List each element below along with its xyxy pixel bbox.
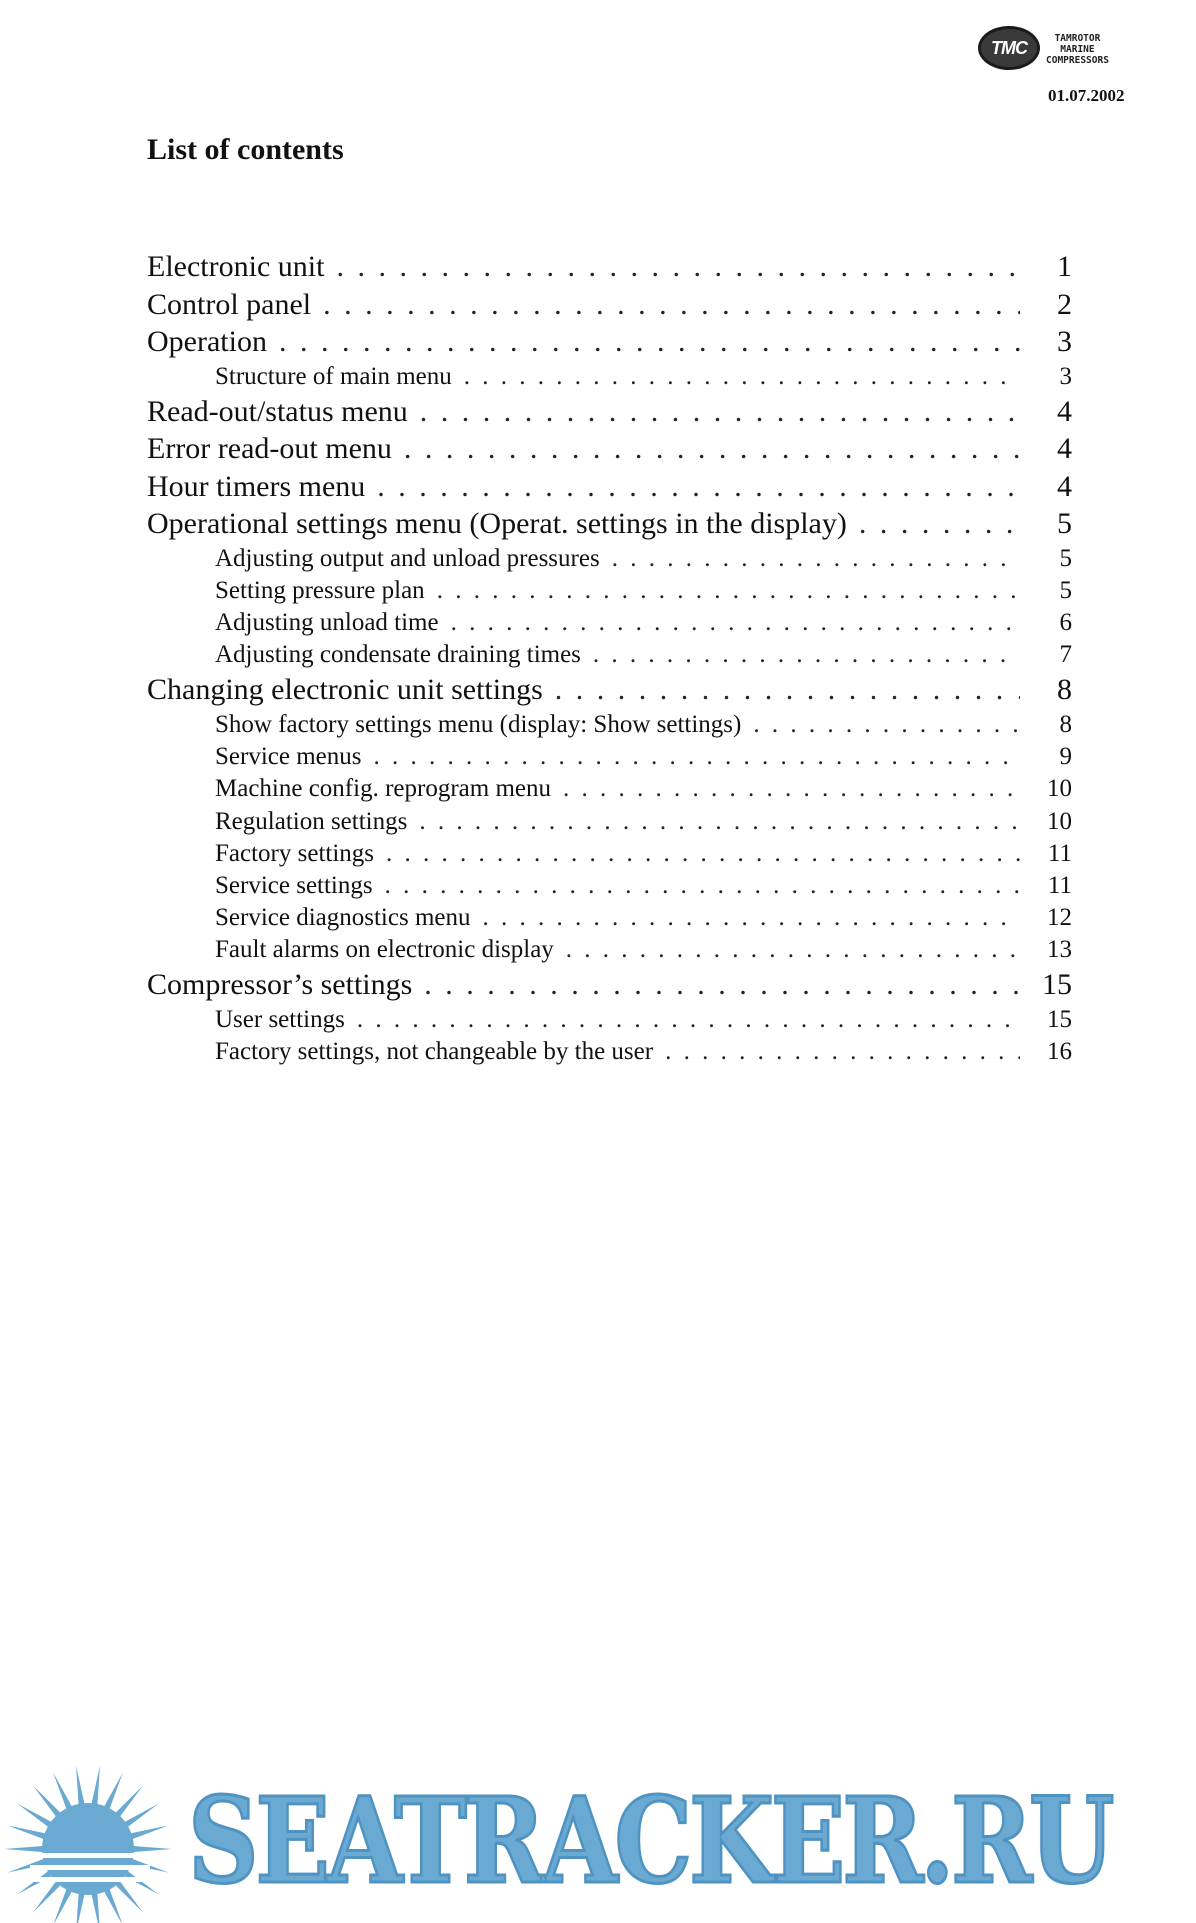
dot-leader xyxy=(593,639,1020,671)
toc-entry-title: Factory settings, not changeable by the user xyxy=(215,1038,654,1066)
watermark xyxy=(0,1765,1196,1923)
toc-entry[interactable] xyxy=(147,361,1072,393)
toc-entry[interactable] xyxy=(147,323,1072,361)
toc-entry[interactable] xyxy=(147,468,1072,506)
toc-entry[interactable] xyxy=(147,505,1072,543)
toc-entry-page: 13 xyxy=(1047,936,1072,964)
dot-leader xyxy=(404,430,1020,468)
dot-leader xyxy=(420,393,1020,431)
dot-leader xyxy=(373,741,1020,773)
toc-entry[interactable] xyxy=(147,639,1072,671)
dot-leader xyxy=(279,323,1020,361)
toc-entry[interactable] xyxy=(147,966,1072,1004)
document-date: 01.07.2002 xyxy=(1048,86,1125,105)
toc-entry-page: 11 xyxy=(1047,871,1072,899)
toc-entry[interactable] xyxy=(147,543,1072,575)
toc-entry[interactable] xyxy=(147,741,1072,773)
toc-entry[interactable] xyxy=(147,248,1072,286)
toc-entry[interactable] xyxy=(147,393,1072,431)
toc-entry-page: 8 xyxy=(1059,710,1072,738)
dot-leader xyxy=(357,1004,1020,1036)
logo-line: COMPRESSORS xyxy=(1046,55,1109,66)
toc-entry[interactable] xyxy=(147,671,1072,709)
dot-leader xyxy=(612,543,1020,575)
toc-entry-title: Service settings xyxy=(215,871,373,899)
logo-mark-text: TMC xyxy=(991,37,1027,58)
dot-leader xyxy=(566,934,1020,966)
toc-entry[interactable] xyxy=(147,838,1072,870)
logo-line: TAMROTOR xyxy=(1054,33,1101,44)
toc-entry-title: User settings xyxy=(215,1005,345,1033)
sun-icon xyxy=(0,1765,180,1923)
dot-leader xyxy=(336,248,1020,286)
page-title: List of contents xyxy=(147,133,344,166)
toc-entry-page: 12 xyxy=(1047,904,1072,932)
toc-entry-page: 1 xyxy=(1057,250,1072,283)
dot-leader xyxy=(323,286,1020,324)
toc-entry-page: 5 xyxy=(1059,576,1072,604)
toc-entry-title: Service diagnostics menu xyxy=(215,904,471,932)
toc-entry-page: 10 xyxy=(1047,775,1072,803)
tmc-logo-mark xyxy=(978,26,1040,70)
toc-entry[interactable] xyxy=(147,934,1072,966)
toc-entry-title: Read-out/status menu xyxy=(147,394,408,428)
toc-entry-page: 5 xyxy=(1059,544,1072,572)
toc-entry-title: Fault alarms on electronic display xyxy=(215,936,554,964)
toc-entry-page: 4 xyxy=(1057,432,1072,466)
dot-leader xyxy=(563,773,1020,805)
toc-entry-title: Adjusting condensate draining times xyxy=(215,641,581,669)
toc-entry[interactable] xyxy=(147,1036,1072,1068)
toc-entry-page: 16 xyxy=(1047,1038,1072,1066)
toc-entry-page: 15 xyxy=(1047,1005,1072,1033)
toc-entry-page: 15 xyxy=(1042,968,1072,1002)
dot-leader xyxy=(377,468,1020,506)
toc-entry[interactable] xyxy=(147,806,1072,838)
toc-entry-page: 11 xyxy=(1047,839,1072,867)
toc-entry[interactable] xyxy=(147,430,1072,468)
toc-entry-page: 4 xyxy=(1057,469,1072,503)
toc-entry-title: Setting pressure plan xyxy=(215,576,425,604)
toc-entry-page: 6 xyxy=(1059,609,1072,637)
dot-leader xyxy=(437,575,1020,607)
toc-entry-title: Operational settings menu (Operat. settings in the display) xyxy=(147,507,847,541)
toc-entry-title: Changing electronic unit settings xyxy=(147,673,543,707)
dot-leader xyxy=(386,838,1020,870)
toc-entry[interactable] xyxy=(147,1004,1072,1036)
toc-entry[interactable] xyxy=(147,575,1072,607)
toc-entry-title: Adjusting output and unload pressures xyxy=(215,544,600,572)
dot-leader xyxy=(464,361,1020,393)
toc-entry-title: Electronic unit xyxy=(147,250,325,283)
toc-entry-page: 9 xyxy=(1059,743,1072,771)
toc-entry[interactable] xyxy=(147,607,1072,639)
toc-entry-title: Hour timers menu xyxy=(147,469,366,503)
dot-leader xyxy=(451,607,1020,639)
toc-entry-title: Structure of main menu xyxy=(215,362,452,390)
toc-entry-title: Operation xyxy=(147,325,267,358)
dot-leader xyxy=(555,671,1020,709)
toc-entry-page: 3 xyxy=(1059,362,1072,390)
toc-entry[interactable] xyxy=(147,773,1072,805)
watermark-text: SEATRACKER.RU xyxy=(188,1771,1112,1910)
dot-leader xyxy=(483,902,1021,934)
table-of-contents xyxy=(147,248,1072,1068)
dot-leader xyxy=(385,870,1020,902)
toc-entry[interactable] xyxy=(147,902,1072,934)
toc-entry-title: Service menus xyxy=(215,743,362,771)
toc-entry-title: Factory settings xyxy=(215,839,375,867)
dot-leader xyxy=(753,709,1020,741)
toc-entry-title: Error read-out menu xyxy=(147,432,392,466)
toc-entry-title: Compressor’s settings xyxy=(147,968,413,1002)
toc-entry-page: 8 xyxy=(1057,673,1072,707)
toc-entry-title: Regulation settings xyxy=(215,807,408,835)
toc-entry-page: 4 xyxy=(1057,394,1072,428)
company-logo xyxy=(978,26,1138,76)
dot-leader xyxy=(859,505,1020,543)
dot-leader xyxy=(419,806,1020,838)
toc-entry[interactable] xyxy=(147,709,1072,741)
toc-entry-page: 3 xyxy=(1057,325,1072,358)
logo-line: MARINE xyxy=(1060,44,1095,55)
toc-entry-title: Machine config. reprogram menu xyxy=(215,775,551,803)
logo-wordmark xyxy=(1046,33,1109,66)
toc-entry[interactable] xyxy=(147,870,1072,902)
toc-entry-page: 10 xyxy=(1047,807,1072,835)
toc-entry-page: 2 xyxy=(1057,287,1072,321)
toc-entry-page: 7 xyxy=(1059,641,1072,669)
dot-leader xyxy=(665,1036,1020,1068)
toc-entry[interactable] xyxy=(147,286,1072,324)
dot-leader xyxy=(424,966,1020,1004)
toc-entry-title: Show factory settings menu (display: Show settings) xyxy=(215,710,742,738)
toc-entry-title: Adjusting unload time xyxy=(215,609,439,637)
toc-entry-title: Control panel xyxy=(147,287,312,321)
toc-entry-page: 5 xyxy=(1057,507,1072,541)
